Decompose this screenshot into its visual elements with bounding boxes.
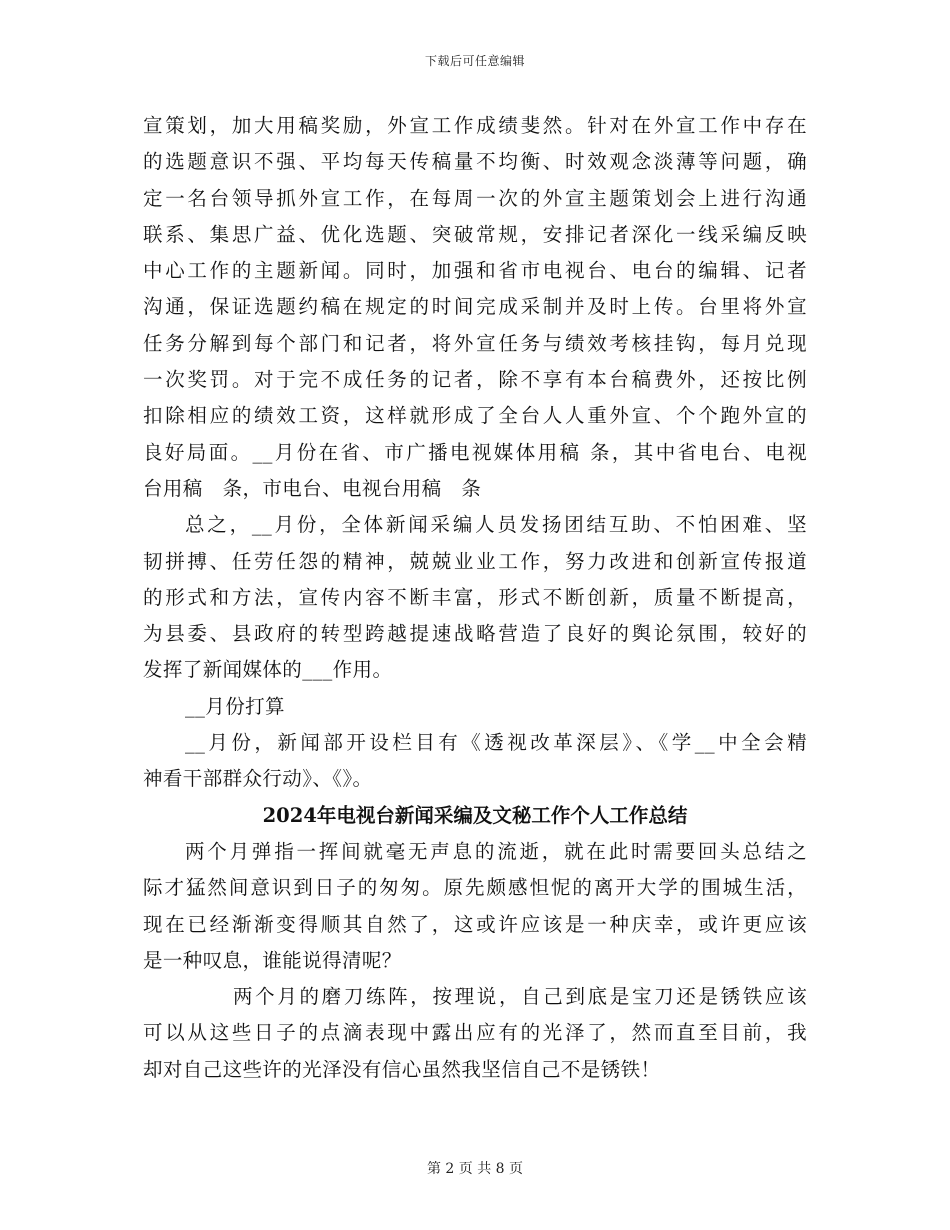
text-line: 的选题意识不强、平均每天传稿量不均衡、时效观念淡薄等问题，确 <box>143 150 807 174</box>
page-number: 第 2 页 共 8 页 <box>426 1161 524 1177</box>
text-line: 良好局面。__月份在省、市广播电视媒体用稿 条，其中省电台、电视 <box>143 440 807 464</box>
text-line: 可以从这些日子的点滴表现中露出应有的光泽了，然而直至目前，我 <box>143 1021 807 1045</box>
text-line: 为县委、县政府的转型跨越提速战略营造了良好的舆论氛围，较好的 <box>143 622 807 646</box>
paragraph-first-line: 两个月的磨刀练阵，按理说，自己到底是宝刀还是锈铁应该 <box>233 985 807 1009</box>
text-line: 定一名台领导抓外宣工作，在每周一次的外宣主题策划会上进行沟通 <box>143 186 807 210</box>
text-line: 沟通，保证选题约稿在规定的时间完成采制并及时上传。台里将外宣 <box>143 295 807 319</box>
section-label: __月份打算 <box>185 694 285 718</box>
page-header: 下载后可任意编辑 <box>424 54 525 68</box>
section-title: 2024年电视台新闻采编及文秘工作个人工作总结 <box>262 803 688 827</box>
text-line: 任务分解到每个部门和记者，将外宣任务与绩效考核挂钩，每月兑现 <box>143 331 807 355</box>
text-line: 是一种叹息，谁能说得清呢？ <box>143 948 402 972</box>
text-line: 扣除相应的绩效工资，这样就形成了全台人人重外宣、个个跑外宣的 <box>143 404 807 428</box>
paragraph-first-line: 总之，__月份，全体新闻采编人员发扬团结互助、不怕困难、坚 <box>185 513 807 537</box>
document-body <box>143 108 807 1088</box>
text-line: 联系、集思广益、优化选题、突破常规，安排记者深化一线采编反映 <box>143 222 807 246</box>
text-line: 一次奖罚。对于完不成任务的记者，除不享有本台稿费外，还按比例 <box>143 368 807 392</box>
text-line: 中心工作的主题新闻。同时，加强和省市电视台、电台的编辑、记者 <box>143 259 807 283</box>
text-line: 宣策划，加大用稿奖励，外宣工作成绩斐然。针对在外宣工作中存在 <box>143 114 807 137</box>
text-line: 台用稿 条，市电台、电视台用稿 条 <box>143 476 482 500</box>
text-line: 际才猛然间意识到日子的匆匆。原先颇感怛怩的离开大学的围城生活， <box>143 876 807 900</box>
text-line: 的形式和方法，宣传内容不断丰富，形式不断创新，质量不断提高， <box>143 585 807 609</box>
text-line: 神看干部群众行动》、《》。 <box>143 767 373 791</box>
text-line: 却对自己这些许的光泽没有信心虽然我坚信自己不是锈铁！ <box>143 1057 661 1081</box>
paragraph-first-line: __月份，新闻部开设栏目有《透视改革深层》、《学__中全会精 <box>185 731 807 755</box>
paragraph-first-line: 两个月弹指一挥间就毫无声息的流逝，就在此时需要回头总结之 <box>185 839 807 863</box>
text-line: 现在已经渐渐变得顺其自然了，这或许应该是一种庆幸，或许更应该 <box>143 912 807 936</box>
text-line: 韧拼搏、任劳任怨的精神，兢兢业业工作，努力改进和创新宣传报道 <box>143 549 807 573</box>
text-line: 发挥了新闻媒体的___作用。 <box>143 658 393 682</box>
